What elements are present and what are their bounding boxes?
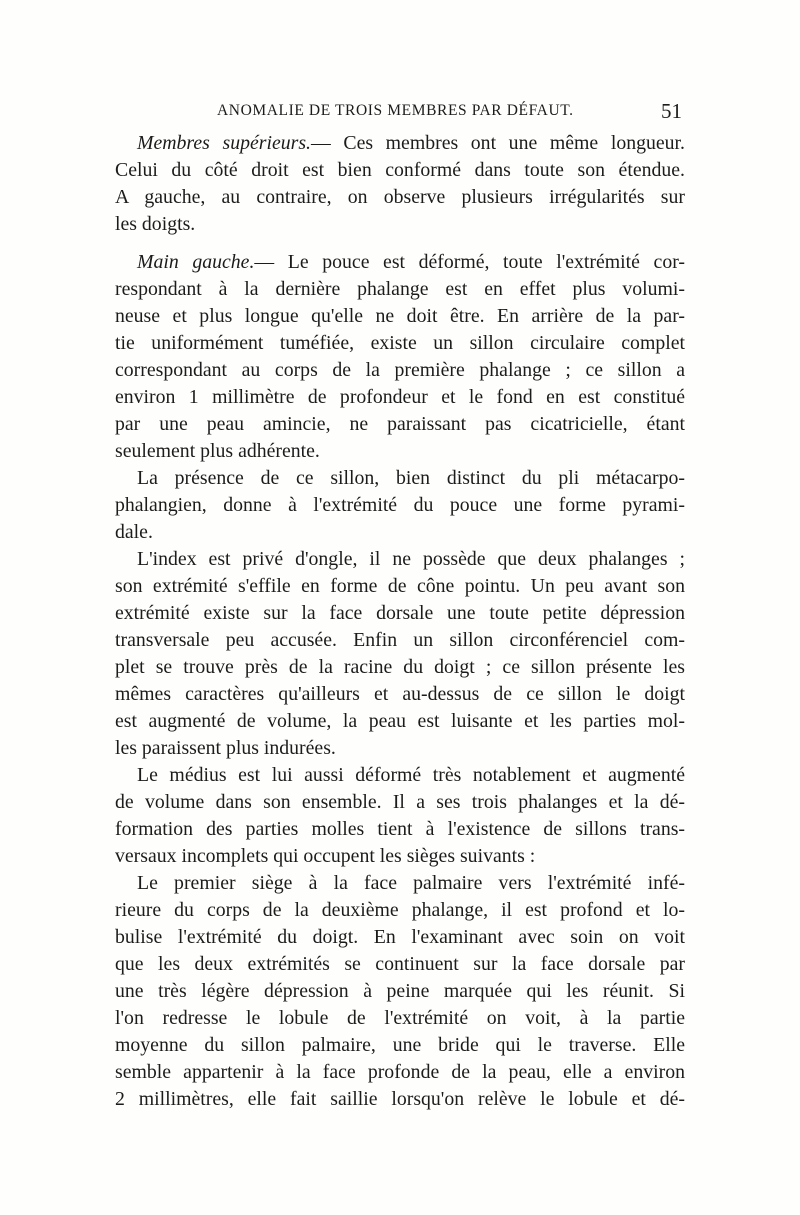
text-line: phalangien, donne à l'extrémité du pouce une forme pyrami- — [115, 494, 685, 516]
paragraph-medius — [115, 762, 685, 870]
line-text: — Ces membres ont une même longueur. — [310, 132, 685, 154]
text-line: Celui du côté droit est bien conformé dans toute son étendue. — [115, 159, 685, 181]
text-line — [115, 130, 685, 157]
paragraph-index — [115, 546, 685, 762]
running-head — [115, 96, 685, 126]
text-line: correspondant au corps de la première phalange ; ce sillon a — [115, 359, 685, 381]
text-line: moyenne du sillon palmaire, une bride qui le traverse. Elle — [115, 1034, 685, 1056]
text-line: formation des parties molles tient à l'existence de sillons trans- — [115, 818, 685, 840]
text-line: 2 millimètres, elle fait saillie lorsqu'on relève le lobule et dé- — [115, 1088, 685, 1110]
paragraph-lead-italic: Membres supérieurs. — [137, 132, 311, 154]
text-line: Le médius est lui aussi déformé très notablement et augmenté — [137, 764, 685, 786]
text-line: l'on redresse le lobule de l'extrémité on voit, à la partie — [115, 1007, 685, 1029]
paragraph-membres-superieurs — [115, 130, 685, 238]
paragraph-premier-siege — [115, 870, 685, 1113]
paragraph-gap — [115, 238, 685, 249]
text-line: est augmenté de volume, la peau est luisante et les parties mol- — [115, 710, 685, 732]
paragraph-lead-italic: Main gauche. — [137, 251, 255, 273]
body-text — [115, 130, 685, 1113]
running-title: ANOMALIE DE TROIS MEMBRES PAR DÉFAUT. — [217, 102, 574, 119]
text-line: rieure du corps de la deuxième phalange, il est profond et lo- — [115, 899, 685, 921]
line-text: — Le pouce est déformé, toute l'extrémité cor- — [254, 251, 685, 273]
text-line: les paraissent plus indurées. — [115, 737, 336, 759]
text-line: A gauche, au contraire, on observe plusieurs irrégularités sur — [115, 186, 685, 208]
text-line: versaux incomplets qui occupent les sièges suivants : — [115, 845, 536, 867]
text-line: La présence de ce sillon, bien distinct du pli métacarpo- — [137, 467, 685, 489]
text-line: neuse et plus longue qu'elle ne doit être. En arrière de la par- — [115, 305, 685, 327]
text-line: L'index est privé d'ongle, il ne possède que deux phalanges ; — [137, 548, 685, 570]
text-line: mêmes caractères qu'ailleurs et au-dessus de ce sillon le doigt — [115, 683, 685, 705]
text-line: plet se trouve près de la racine du doigt ; ce sillon présente les — [115, 656, 685, 678]
text-line: transversale peu accusée. Enfin un sillon circonférenciel com- — [115, 629, 685, 651]
text-line — [115, 249, 685, 276]
text-line: une très légère dépression à peine marquée qui les réunit. Si — [115, 980, 685, 1002]
text-line: semble appartenir à la face profonde de la peau, elle a environ — [115, 1061, 685, 1083]
text-line: que les deux extrémités se continuent sur la face dorsale par — [115, 953, 685, 975]
text-line: les doigts. — [115, 213, 196, 235]
paragraph-main-gauche — [115, 249, 685, 465]
text-line: extrémité existe sur la face dorsale une toute petite dépression — [115, 602, 685, 624]
text-line: de volume dans son ensemble. Il a ses trois phalanges et la dé- — [115, 791, 685, 813]
text-line: par une peau amincie, ne paraissant pas cicatricielle, étant — [115, 413, 685, 435]
text-line: seulement plus adhérente. — [115, 440, 320, 462]
text-line: bulise l'extrémité du doigt. En l'examinant avec soin on voit — [115, 926, 685, 948]
text-line: dale. — [115, 521, 153, 543]
page-number: 51 — [661, 99, 682, 123]
text-line: tie uniformément tuméfiée, existe un sillon circulaire complet — [115, 332, 685, 354]
text-line: son extrémité s'effile en forme de cône pointu. Un peu avant son — [115, 575, 685, 597]
paragraph-presence-sillon — [115, 465, 685, 546]
text-line: respondant à la dernière phalange est en effet plus volumi- — [115, 278, 685, 300]
text-line: Le premier siège à la face palmaire vers l'extrémité infé- — [137, 872, 685, 894]
text-line: environ 1 millimètre de profondeur et le fond en est constitué — [115, 386, 685, 408]
